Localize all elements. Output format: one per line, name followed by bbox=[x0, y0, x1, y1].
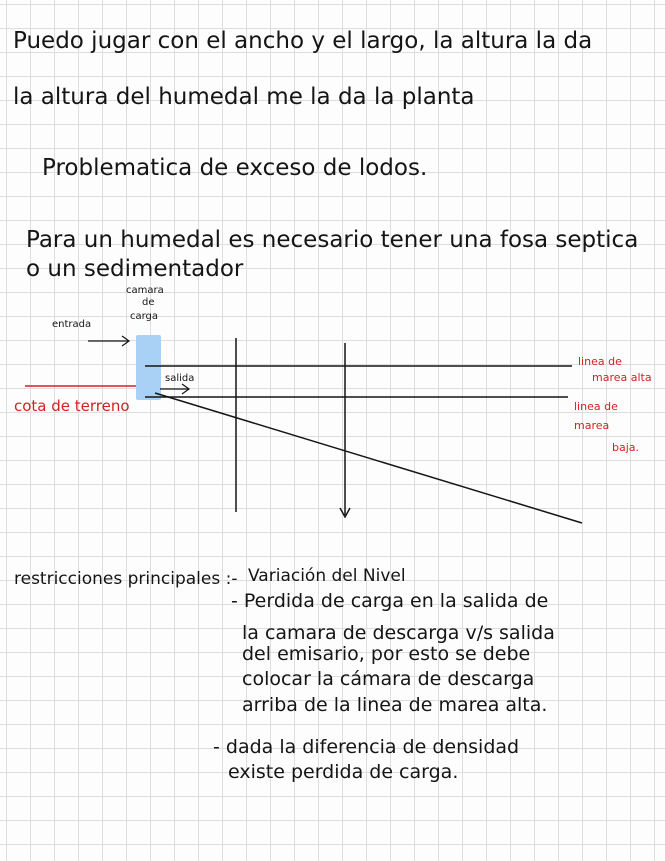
pendiente-line bbox=[155, 393, 582, 523]
cota-terreno-label: cota de terreno bbox=[14, 397, 130, 415]
entrada-label: entrada bbox=[52, 319, 92, 330]
restriction-item-3-line-2: existe perdida de carga. bbox=[228, 761, 459, 783]
restriction-item-1: Variación del Nivel bbox=[248, 566, 406, 586]
note-line-3: Para un humedal es necesario tener una fosa septica bbox=[26, 227, 639, 253]
note-line-1: Puedo jugar con el ancho y el largo, la altura la da bbox=[13, 28, 593, 54]
marea-baja-label-3: baja. bbox=[612, 441, 640, 454]
marea-alta-label-2: marea alta bbox=[592, 371, 652, 384]
marea-baja-label-1: linea de bbox=[574, 400, 618, 413]
restrictions-title: restricciones principales :- bbox=[14, 569, 238, 589]
restriction-item-2-line-1: - Perdida de carga en la salida de bbox=[231, 590, 549, 612]
marea-alta-label-1: linea de bbox=[578, 355, 622, 368]
camara-label-3: carga bbox=[130, 311, 159, 322]
note-heading: Problematica de exceso de lodos. bbox=[42, 155, 428, 181]
note-line-4: o un sedimentador bbox=[26, 256, 244, 282]
note-line-2: la altura del humedal me la da la planta bbox=[13, 84, 475, 110]
restriction-item-2-line-2: la camara de descarga v/s salida bbox=[242, 622, 555, 644]
camara-de-carga-box bbox=[136, 335, 161, 400]
marea-baja-label-2: marea bbox=[574, 419, 610, 432]
restriction-item-2-line-5: arriba de la linea de marea alta. bbox=[242, 694, 548, 716]
camara-label-1: camara bbox=[126, 285, 164, 296]
restriction-item-2-line-3: del emisario, por esto se debe bbox=[242, 643, 531, 665]
salida-label: salida bbox=[165, 373, 195, 384]
camara-label-2: de bbox=[142, 297, 155, 308]
restriction-item-3-line-1: - dada la diferencia de densidad bbox=[213, 736, 520, 758]
restriction-item-2-line-4: colocar la cámara de descarga bbox=[242, 668, 535, 690]
